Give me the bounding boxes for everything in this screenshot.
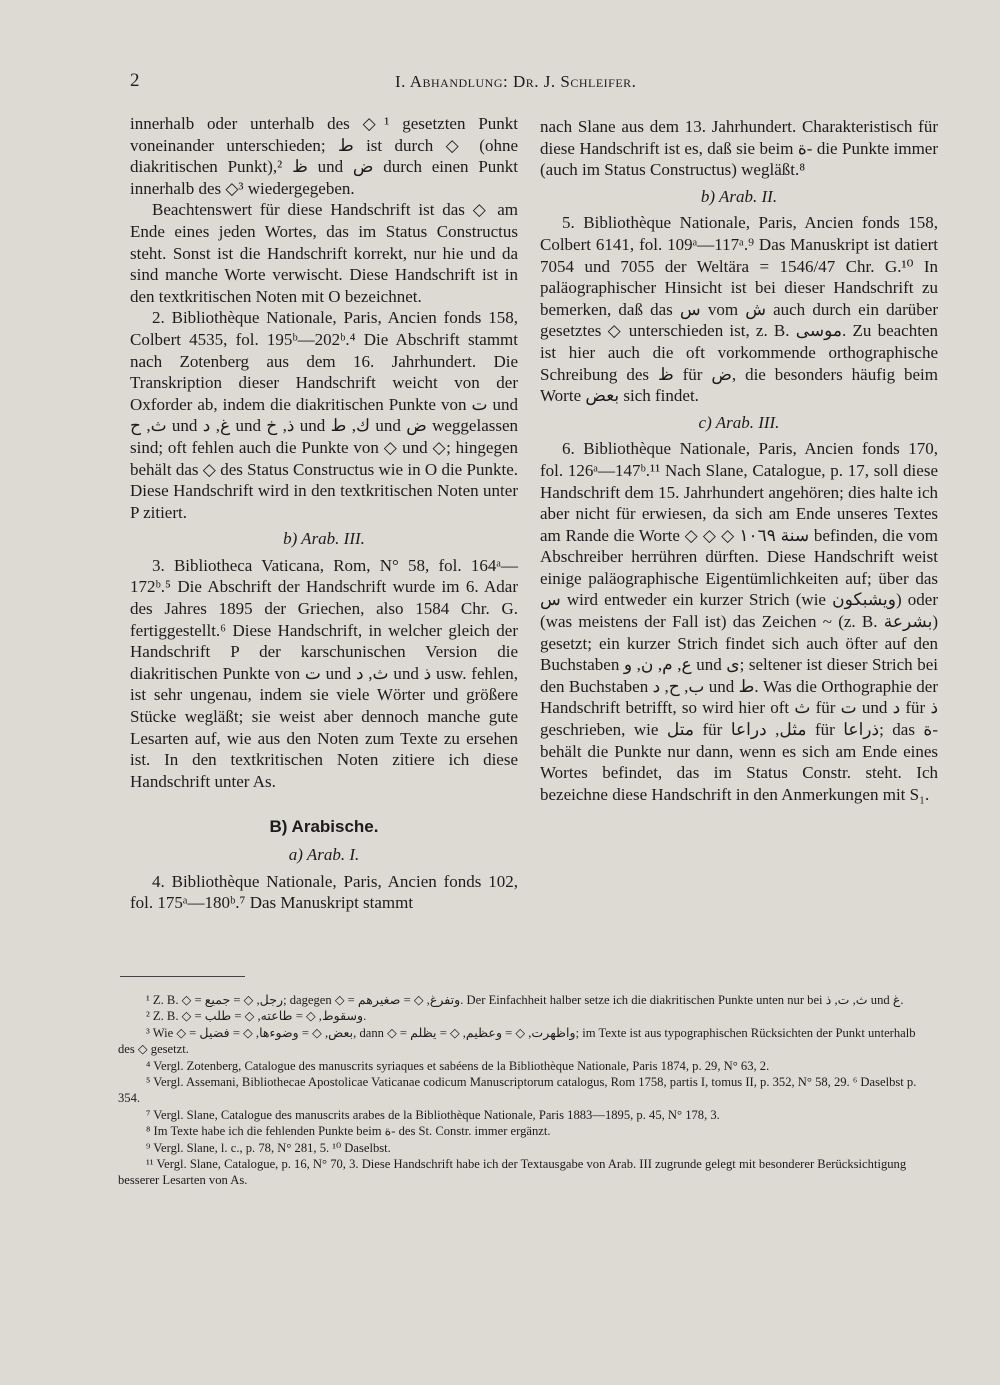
running-title: I. Abhandlung: Dr. J. Schleifer. — [395, 72, 637, 91]
footnote: ³ Wie ◇ = بعض, ◇ = وضوءها, ◇ = فضيل, dann ◇ = واظهرت, ◇ = وعظيم, ◇ = يظلم; im Texte ist aus typographischen Rücksichten der Punkt unterhalb des ◇ gesetzt. — [118, 1025, 916, 1057]
paragraph: innerhalb oder unterhalb des ◇¹ gesetzten Punkt voneinander unterschieden; ط ist durch ◇ (ohne diakritischen Punkt),² ظ und ض durch einen Punkt innerhalb des ◇³ wiedergegeben. — [130, 114, 519, 198]
paragraph: 4. Bibliothèque Nationale, Paris, Ancien fonds 102, fol. 175ᵃ—180ᵇ.⁷ Das Manuskript stammt — [130, 871, 518, 913]
subsection-heading: b) Arab. III. — [283, 529, 365, 549]
footnote: ⁹ Vergl. Slane, l. c., p. 78, N° 281, 5. ¹⁰ Daselbst. — [146, 1140, 391, 1155]
paragraph: nach Slane aus dem 13. Jahrhundert. Charakteristisch für diese Handschrift ist es, daß sie beim ة- die Punkte immer (auch im Status Constructus) wegläßt.⁸ — [540, 117, 939, 180]
subsection-heading: b) Arab. II. — [700, 186, 778, 206]
subsection-heading: c) Arab. III. — [698, 412, 780, 432]
paragraph: 6. Bibliothèque Nationale, Paris, Ancien fonds 170, fol. 126ᵃ—147ᵇ.¹¹ Nach Slane, Catalogue, p. 17, soll diese Handschrift dem 15. Jahrhundert angehören; dies halte ich aber nicht für erwiesen, da sich am Ende unseres Textes am Rande die Worte ◇ ◇ ◇ سنة ١٠٦٩ befinden, die vom Abschreiber herrühren dürften. Diese Handschrift weist einige paläographische Eigentümlichkeiten auf; über das س wird entweder ein kurzer Strich (wie ويشبكون) oder (was meistens der Fall ist) das Zeichen ~ (z. B. بشرعة) gesetzt; ein kurzer Strich findet sich auch öfter auf den Buchstaben ع, م, ن, و und ى; seltener ist dieser Strich bei den Buchstaben ب, ح, د und ط. Was die Orthographie der Handschrift betrifft, so wird hier oft ث für ت und د für ذ geschrieben, wie متل für مثل, دراعا für ذراعا; das ة- behält die Punkte nur dann, wenn es sich am Ende eines Wortes befindet, das im Status Constr. steht. Ich bezeichne diese Handschrift in den Anmerkungen mit S₁. — [540, 439, 939, 804]
paragraph: 2. Bibliothèque Nationale, Paris, Ancien fonds 158, Colbert 4535, fol. 195ᵇ—202ᵇ.⁴ Die Abschrift stammt nach Zotenberg aus dem 16. Jahrhundert. Die Transkription dieser Handschrift weicht von der Oxforder ab, indem die diakritischen Punkte von ت und ث, ح und غ, د und ذ, خ und ك, ط und ض weggelassen sind; oft fehlen auch die Punkte von ◇ und ◇; hingegen behält das ◇ des Status Constructus wie in O die Punkte. Diese Handschrift wird in den textkritischen Noten unter P zitiert. — [130, 308, 519, 522]
paragraph: 3. Bibliotheca Vaticana, Rom, N° 58, fol. 164ᵃ—172ᵇ.⁵ Die Abschrift der Handschrift wurde im 6. Adar des Jahres 1895 der Griechen, also 1584 Chr. G. fertiggestellt.⁶ Diese Handschrift, in welcher gleich der Handschrift P der karschunischen Version die diakritischen Punkte von ت und ث, د und ذ usw. fehlen, ist sehr ungenau, indem sie viele Wörter und größere Stücke wegläßt; sie weist aber dennoch manche gute Lesarten auf, wie aus den Noten zum Texte zu ersehen ist. In den textkritischen Noten zitiere ich diese Handschrift unter As. — [130, 555, 519, 791]
footnote: ¹¹ Vergl. Slane, Catalogue, p. 16, N° 70, 3. Diese Handschrift habe ich der Textausgabe von Arab. III zugrunde gelegt mit besonderer Berücksichtigung besserer Lesarten von As. — [118, 1157, 907, 1188]
left-column — [130, 113, 518, 914]
footnote-divider — [120, 976, 245, 977]
paragraph: 5. Bibliothèque Nationale, Paris, Ancien fonds 158, Colbert 6141, fol. 109ᵃ—117ᵃ.⁹ Das Manuskript ist datiert 7054 und 7055 der Weltära = 1546/47 Chr. G.¹⁰ In paläographischer Hinsicht ist bei dieser Handschrift zu bemerken, daß das س vom ش auch durch ein darüber gesetztes ◇ unterschieden ist, z. B. موسى. Zu beachten ist hier auch die oft vorkommende orthographische Schreibung des ظ für ض, die besonders häufig beim Worte بعض sich findet. — [540, 213, 939, 406]
footnote: ⁵ Vergl. Assemani, Bibliothecae Apostolicae Vaticanae codicum Manuscriptorum catalogus, Rom 1758, partis I, tomus II, p. 352, N° 58, 29. ⁶ Daselbst p. 354. — [118, 1075, 917, 1106]
section-heading: B) Arabische. — [269, 817, 379, 837]
subsection-heading: a) Arab. I. — [288, 845, 360, 864]
page-number: 2 — [130, 70, 140, 91]
footnote: ⁷ Vergl. Slane, Catalogue des manuscrits arabes de la Bibliothèque Nationale, Paris 1883—1895, p. 45, N° 178, 3. — [146, 1107, 720, 1122]
footnote: ² Z. B. ◇ = وسقوط, ◇ = طاعته, ◇ = طلب. — [146, 1009, 367, 1024]
footnote: ¹ Z. B. ◇ = رجل, ◇ = جميع; dagegen ◇ = وتفرغ, ◇ = صغيرهم. Der Einfachheit halber setze ich die diakritischen Punkte unten nur bei ث, ت, ذ und غ. — [146, 993, 904, 1007]
footnote: ⁸ Im Texte habe ich die fehlenden Punkte beim ة- des St. Constr. immer ergänzt. — [146, 1124, 551, 1139]
footnotes — [118, 992, 930, 1189]
right-column — [540, 116, 938, 805]
paragraph: Beachtenswert für diese Handschrift ist das ◇ am Ende eines jeden Wortes, das im Status Constructus steht. Sonst ist die Handschrift korrekt, nur hie und da sind manche Worte verwischt. Diese Handschrift ist in den textkritischen Noten mit O bezeichnet. — [130, 200, 518, 306]
footnote: ⁴ Vergl. Zotenberg, Catalogue des manuscrits syriaques et sabéens de la Bibliothèque Nationale, Paris 1874, p. 29, N° 63, 2. — [146, 1058, 770, 1073]
